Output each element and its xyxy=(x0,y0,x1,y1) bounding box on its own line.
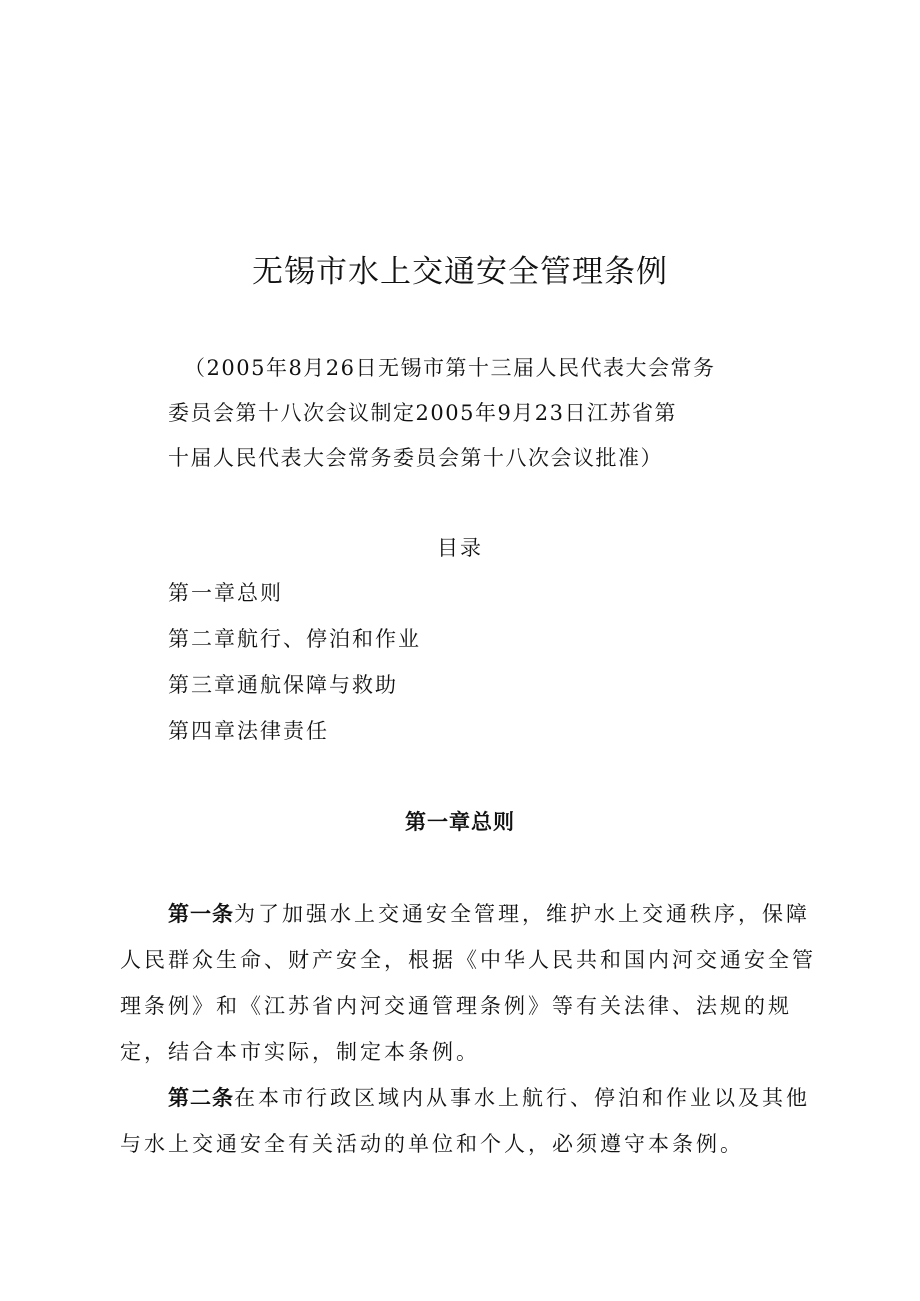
adoption-note-line: 委员会第十八次会议制定2005年9月23日江苏省第 xyxy=(168,401,678,425)
adoption-note-line: （2005年8月26日无锡市第十三届人民代表大会常务 xyxy=(184,356,716,380)
article-line xyxy=(120,1077,810,1123)
article-line: 定，结合本市实际，制定本条例。 xyxy=(120,1040,480,1064)
article-line xyxy=(120,893,810,939)
adoption-note-line: 十届人民代表大会常务委员会第十八次会议批准） xyxy=(168,446,663,470)
toc-item-chapter-3: 第三章通航保障与救助 xyxy=(168,673,398,697)
chapter-heading: 第一章总则 xyxy=(405,809,515,834)
document-title: 无锡市水上交通安全管理条例 xyxy=(252,254,668,290)
adoption-note xyxy=(168,346,788,481)
toc-heading: 目录 xyxy=(437,536,483,560)
article-line: 人民群众生命、财产安全，根据《中华人民共和国内河交通安全管 xyxy=(120,948,816,972)
article-1 xyxy=(120,893,816,1077)
article-text: 为了加强水上交通安全管理，维护水上交通秩序，保障 xyxy=(234,902,810,926)
toc-item-chapter-2: 第二章航行、停泊和作业 xyxy=(168,627,421,651)
article-line: 与水上交通安全有关活动的单位和个人，必须遵守本条例。 xyxy=(120,1132,744,1156)
article-line: 理条例》和《江苏省内河交通管理条例》等有关法律、法规的规 xyxy=(120,994,792,1018)
table-of-contents xyxy=(168,576,668,760)
article-label: 第二条 xyxy=(168,1085,234,1110)
article-2 xyxy=(120,1077,810,1169)
article-label: 第一条 xyxy=(168,901,234,926)
article-text: 在本市行政区域内从事水上航行、停泊和作业以及其他 xyxy=(234,1086,810,1110)
articles xyxy=(120,893,816,1169)
toc-item-chapter-4: 第四章法律责任 xyxy=(168,719,329,743)
toc-item-chapter-1: 第一章总则 xyxy=(168,581,283,605)
